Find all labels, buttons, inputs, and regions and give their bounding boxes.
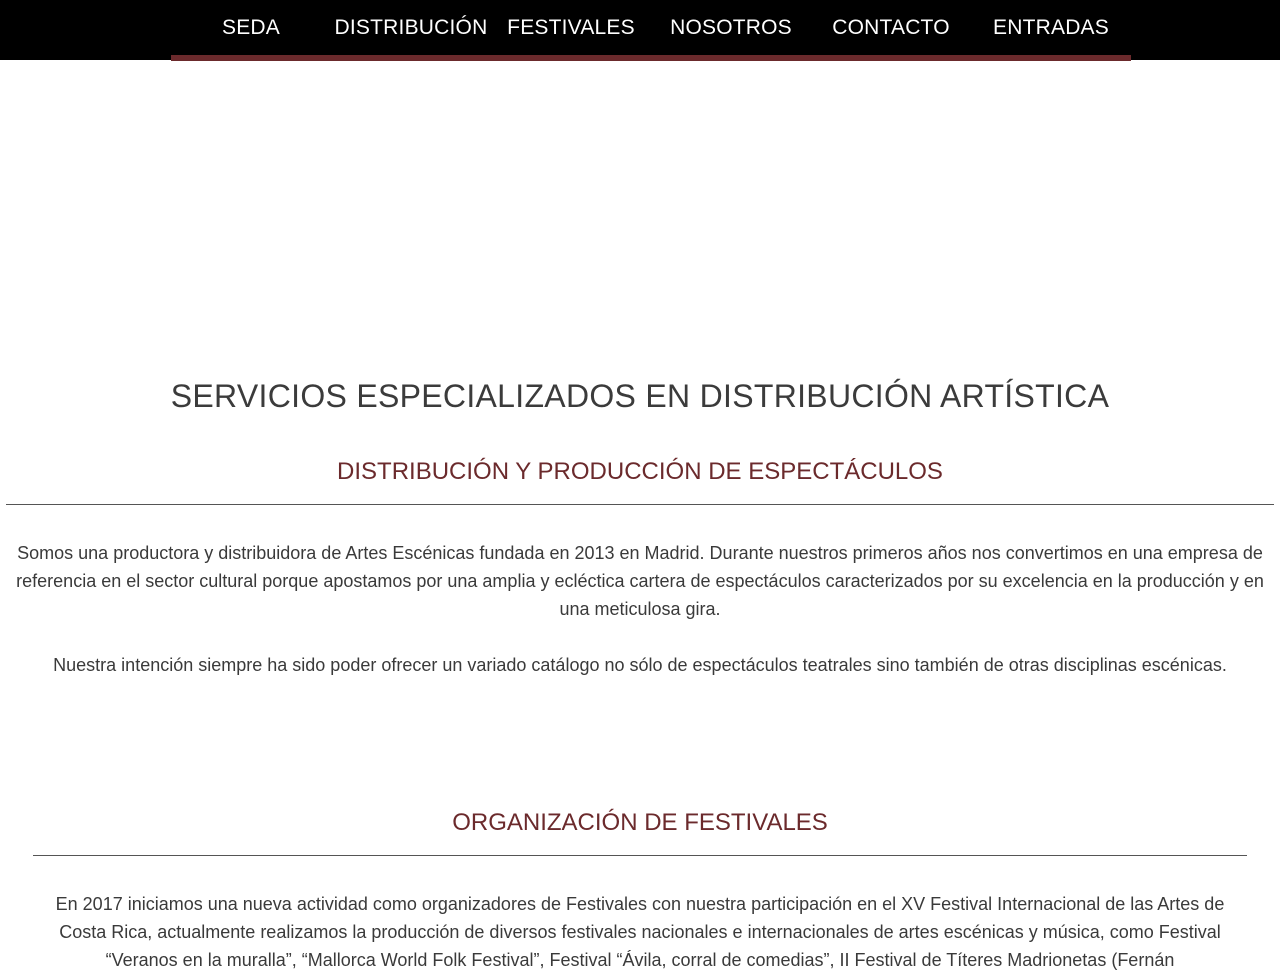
nav-item-distribucion[interactable]: DISTRIBUCIÓN	[334, 15, 488, 39]
page-title: SERVICIOS ESPECIALIZADOS EN DISTRIBUCIÓN ARTÍSTICA	[170, 378, 1110, 414]
section-paragraph: Somos una productora y distribuidora de Artes Escénicas fundada en 2013 en Madrid. Durante nuestros primeros años nos convertimos en una empresa de referencia en el sector cultural porque apostamos por una amplia y ecléctica cartera de espectáculos caracterizados por su excelencia en la producción y en una meticulosa gira.	[16, 543, 1264, 619]
nav-item-nosotros[interactable]: NOSOTROS	[670, 15, 792, 39]
section-heading-festivales: ORGANIZACIÓN DE FESTIVALES	[452, 809, 828, 836]
main-nav	[171, 0, 1131, 55]
section-paragraph: En 2017 iniciamos una nueva actividad como organizadores de Festivales con nuestra participación en el XV Festival Internacional de las Artes de Costa Rica, actualmente realizamos la producción de diversos festivales nacionales e internacionales de artes escénicas y música, como Festival “Veranos en la muralla”, “Mallorca World Folk Festival”, Festival “Ávila, corral de comedias”, II Festival de Títeres Madrionetas (Fernán	[55, 894, 1225, 970]
nav-item-seda[interactable]: SEDA	[222, 15, 280, 39]
section-divider	[6, 504, 1274, 505]
nav-item-festivales[interactable]: FESTIVALES	[507, 15, 635, 39]
hero-blank-area	[0, 61, 1280, 361]
nav-item-contacto[interactable]: CONTACTO	[832, 15, 950, 39]
section-divider	[33, 855, 1247, 856]
nav-item-entradas[interactable]: ENTRADAS	[993, 15, 1109, 39]
section-heading-distribucion: DISTRIBUCIÓN Y PRODUCCIÓN DE ESPECTÁCULOS	[337, 458, 943, 485]
section-paragraph: Nuestra intención siempre ha sido poder ofrecer un variado catálogo no sólo de espectáculos teatrales sino también de otras disciplinas escénicas.	[53, 655, 1227, 675]
